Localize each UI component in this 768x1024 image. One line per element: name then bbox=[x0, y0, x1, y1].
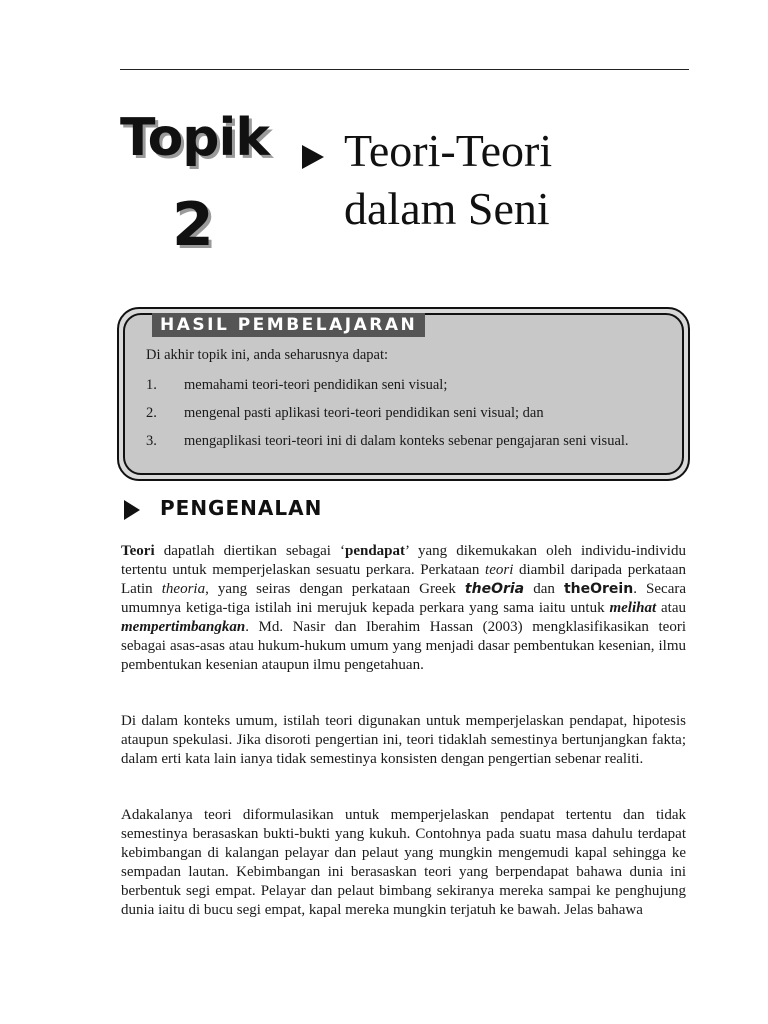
text-run: . Secara umumnya ketiga-tiga istilah ini merujuk kepada perkara yang sama iaitu untuk bbox=[121, 581, 687, 616]
list-item-number: 2. bbox=[146, 405, 157, 421]
topic-number: 2 bbox=[172, 190, 213, 260]
header-rule bbox=[120, 69, 689, 70]
text-run: diambil daripada perkataan Latin bbox=[121, 562, 687, 597]
topic-title-line1: Teori-Teori bbox=[344, 125, 553, 176]
learning-outcomes-intro: Di akhir topik ini, anda seharusnya dapat: bbox=[146, 347, 389, 363]
learning-outcomes-heading: HASIL PEMBELAJARAN bbox=[152, 313, 425, 337]
term-teori: Teori bbox=[121, 543, 155, 559]
list-item-text: memahami teori-teori pendidikan seni visual; bbox=[184, 377, 448, 393]
term-pendapat: pendapat bbox=[345, 543, 406, 559]
list-item-number: 1. bbox=[146, 377, 157, 393]
text-run: . Md. Nasir dan Iberahim Hassan (2003) mengklasifikasikan teori sebagai asas-asas atau hukum-hukum umum yang menjadi dasar pembentukan kesenian, ilmu pembentukan kesenian ataupun ilmu pengetahuan. bbox=[121, 619, 686, 673]
text-run: dan bbox=[524, 581, 564, 597]
topic-label: Topik bbox=[120, 108, 269, 168]
term-mempertimbangkan: mempertimbangkan bbox=[121, 619, 246, 635]
term-theoria-greek: theOria bbox=[464, 581, 525, 597]
list-item-text: mengenal pasti aplikasi teori-teori pendidikan seni visual; dan bbox=[184, 405, 544, 421]
text-run: , yang seiras dengan perkataan Greek bbox=[205, 581, 465, 597]
list-item-text: mengaplikasi teori-teori ini di dalam konteks sebenar pengajaran seni visual. bbox=[184, 433, 629, 449]
term-melihat: melihat bbox=[609, 600, 657, 616]
text-run: dapatlah diertikan sebagai ‘ bbox=[154, 543, 345, 559]
term-theorein: theOrein bbox=[563, 581, 634, 597]
play-arrow-icon bbox=[302, 145, 324, 169]
intro-paragraph-3: Adakalanya teori diformulasikan untuk memperjelaskan pendapat tertentu dan tidak semestinya berasaskan bukti-bukti yang kukuh. Contohnya pada suatu masa dahulu terdapat kebimbangan di kalangan pelayar dan pelaut yang mungkin mengemudi kapal sehingga ke sempadan lautan. Kebimbangan ini berasaskan teori yang berpendapat bahawa dunia ini berbentuk segi empat. Pelayar dan pelaut bimbang sekiranya mereka sampai ke penghujung dunia iaitu di bucu segi empat, kapal mereka mungkin terjatuh ke bawah. Jelas bahawa bbox=[121, 807, 686, 918]
intro-paragraph-2: Di dalam konteks umum, istilah teori digunakan untuk memperjelaskan pendapat, hipotesis ataupun spekulasi. Jika disoroti pengertian ini, teori tidaklah semestinya bertunjangkan fakta; dalam erti kata lain ianya tidak semestinya konsisten dengan pengertian sebenar realiti. bbox=[121, 713, 686, 767]
intro-paragraph-1 bbox=[121, 542, 686, 675]
text-run: atau bbox=[656, 600, 686, 616]
topic-title bbox=[344, 122, 684, 238]
term-teori-italic: teori bbox=[485, 562, 514, 578]
list-item-number: 3. bbox=[146, 433, 157, 449]
text-run: ’ yang dikemukakan oleh individu-individu tertentu untuk memperjelaskan sesuatu perkara. Perkataan bbox=[121, 543, 686, 578]
term-theoria: theoria bbox=[161, 581, 206, 597]
topic-title-line2: dalam Seni bbox=[344, 183, 550, 234]
section-arrow-icon bbox=[124, 500, 140, 520]
section-title: PENGENALAN bbox=[160, 496, 323, 520]
learning-outcomes-inner bbox=[123, 313, 684, 475]
